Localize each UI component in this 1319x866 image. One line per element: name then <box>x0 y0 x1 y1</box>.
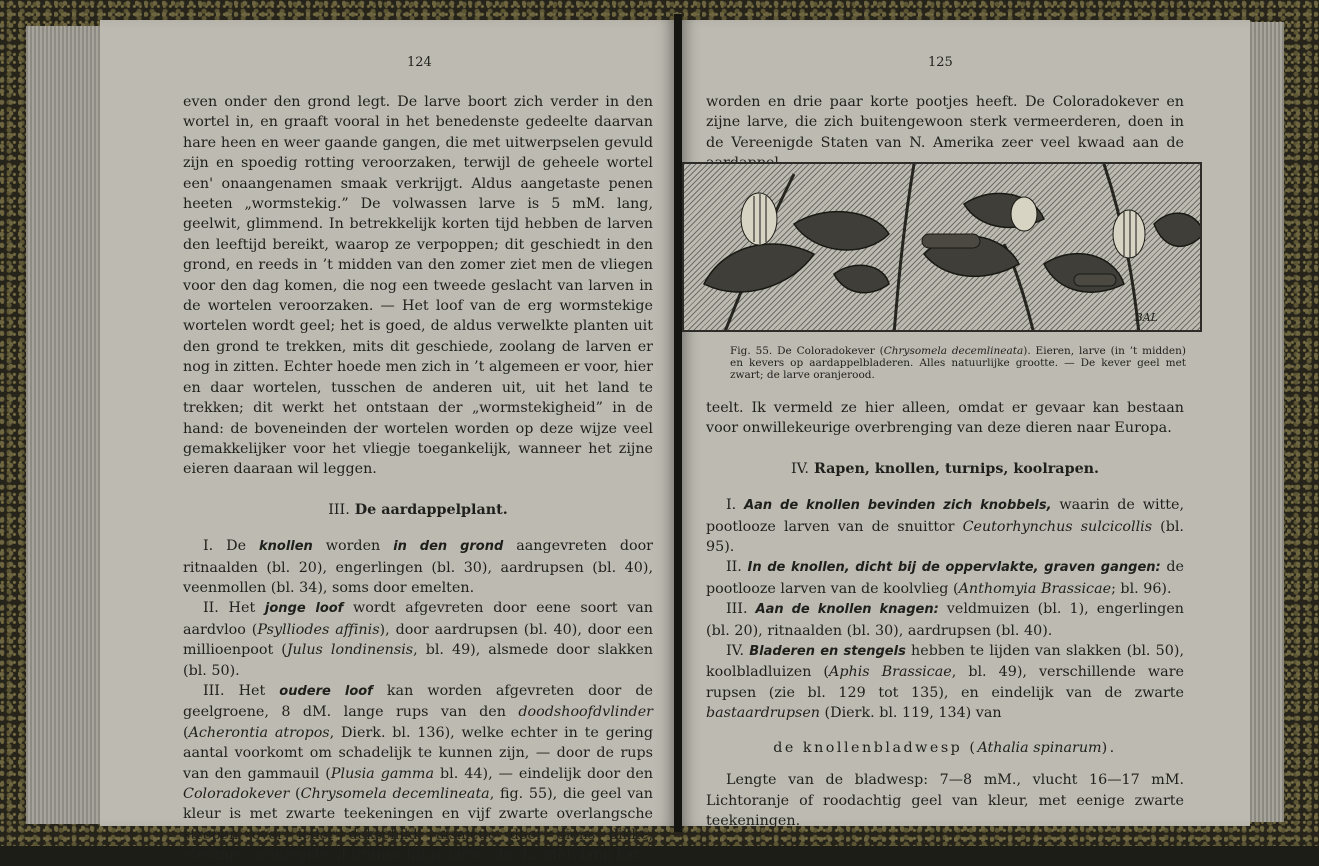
left-page-edges <box>26 26 102 824</box>
item-number: I. <box>203 538 214 555</box>
item-text: Het <box>228 600 265 617</box>
item-text: hebben te lijden van slakken (bl. 50), koolbladluizen ( <box>706 643 1184 681</box>
common-name: Coloradokever <box>183 786 290 802</box>
species-name: Anthomyia Brassicae <box>958 580 1112 597</box>
species-name: Julus londinensis <box>286 642 414 659</box>
section-number: III. <box>328 501 350 518</box>
item-number: II. <box>203 600 219 617</box>
item-text: aangevreten door ritnaalden (bl. 20), engerlingen (bl. 30), aardrupsen (bl. 40), veenmollen (bl. 34), soms door emelten. <box>183 538 654 596</box>
left-page <box>100 20 676 864</box>
item-keyword: jonge loof <box>264 601 344 617</box>
item-text: , bl. 49), alsmede door slakken (bl. 50). <box>183 642 654 679</box>
item-keyword: oudere loof <box>279 683 373 699</box>
list-item <box>706 599 1184 641</box>
species-name: Acherontia atropos <box>188 724 330 741</box>
item-keyword: Bladeren en stengels <box>749 644 906 660</box>
item-keyword: In de knollen, dicht bij de oppervlakte, graven gangen: <box>747 560 1161 576</box>
right-page-edges <box>1248 22 1284 822</box>
item-number: I. <box>726 497 737 514</box>
caption-text: Fig. 55. De Coloradokever ( <box>730 345 884 357</box>
item-text: Het <box>238 682 280 699</box>
paragraph-bladwesp: Lengte van de bladwesp: 7—8 mM., vlucht 16—17 mM. Lichtoranje of roodachtig geel van kleur, met eenige zwarte teekeningen. <box>706 772 1184 829</box>
item-text: wordt afgevreten door eene soort van aardvloo ( <box>183 600 654 638</box>
item-number: II. <box>726 559 742 576</box>
species-name: Chrysomela decemlineata <box>300 786 490 802</box>
item-text: De <box>226 538 259 555</box>
figure-caption <box>730 345 1186 381</box>
item-keyword: Aan de knollen knagen: <box>755 602 939 618</box>
caption-text: ). Eieren, larve (in ’t midden) en kevers op aardappelbladeren. Alles natuurlijke grootte. — De kever geel met zwart; de larve oranjerood. <box>730 345 1186 381</box>
item-number: III. <box>203 682 225 699</box>
center-text: de knollenbladwesp ( <box>773 739 978 756</box>
list-item <box>706 641 1184 724</box>
species-name: Chrysomela decemlineata <box>883 345 1024 357</box>
item-text: veldmuizen (bl. 1), engerlingen (bl. 20), ritnaalden (bl. 30), aardrupsen (bl. 40). <box>706 601 1184 639</box>
item-text: ( <box>289 786 301 802</box>
species-name: Plusia gamma <box>330 765 435 782</box>
item-text: , bl. 49), verschillende ware rupsen (zie bl. 129 tot 135), en eindelijk van de zwarte <box>706 664 1184 701</box>
paragraph-colorado-intro: worden en drie paar korte pootjes heeft. De Coloradokever en zijne larve, die zich buitengewoon sterk vermeerderen, doen in de Vereenigde Staten van N. Amerika zeer veel kwaad aan de <box>706 94 1184 151</box>
item-number: III. <box>726 601 748 618</box>
book-gutter <box>674 14 682 832</box>
list-item <box>183 681 653 866</box>
item-text: (bl. 95). <box>706 518 1184 556</box>
page-number-left: 124 <box>407 55 432 70</box>
species-name: Psylliodes affinis <box>257 621 380 638</box>
item-text: ( <box>183 724 189 741</box>
common-name: doodshoofdvlinder <box>518 704 653 721</box>
item-text: de pootlooze larven van de koolvlieg ( <box>706 559 1184 597</box>
item-text: bl. 44), — eindelijk door den <box>434 765 654 782</box>
species-name: Ceutorhynchus sulcicollis <box>962 518 1153 535</box>
engraving-illustration <box>684 164 1202 332</box>
right-page <box>680 20 1250 829</box>
list-item <box>183 536 653 598</box>
engraver-signature: BAL <box>1134 311 1158 324</box>
item-text: ; bl. 96). <box>1111 580 1172 597</box>
left-column <box>183 92 653 866</box>
item-text: waarin de witte, pootlooze larven van de snuittor <box>706 497 1185 535</box>
item-text: kan worden afgevreten door de geelgroene, 8 dM. lange rups van den <box>183 682 654 721</box>
section-title: De aardappelplant. <box>354 501 508 518</box>
species-name: Athalia spinarum <box>977 739 1102 756</box>
item-keyword: in den grond <box>393 539 504 555</box>
figure-colorado-beetle-engraving <box>682 162 1202 332</box>
item-text: (Dierk. bl. 119, 134) van <box>820 705 1002 722</box>
center-text: ). <box>1101 739 1117 756</box>
section-heading-iii <box>183 500 653 520</box>
right-column-bottom <box>706 398 1184 831</box>
centered-species-line <box>706 738 1184 758</box>
section-title: Rapen, knollen, turnips, koolrapen. <box>813 460 1100 477</box>
item-text: , Dierk. bl. 136), welke echter in te gering aantal voorkomt om schadelijk te kunnen zijn, — door de rups van den gammauil ( <box>183 724 653 782</box>
item-keyword: knollen <box>259 539 313 555</box>
list-item <box>706 495 1184 557</box>
item-text: , fig. 55), die geel van kleur is met zwarte teekeningen en vijf zwarte overlangsche strepen over ieder dekschild; alsmede door diens dikke, vleezige, oranjegele of bruinachtige larve, die 12 mM. lang kan <box>183 786 653 864</box>
item-text: worden <box>312 538 394 555</box>
section-number: IV. <box>790 460 809 477</box>
paragraph-teelt: teelt. Ik vermeld ze hier alleen, omdat er gevaar kan bestaan voor onwillekeurige overbrenging van deze dieren naar Europa. <box>706 400 1184 437</box>
list-item <box>183 598 653 681</box>
species-name: Aphis Brassicae <box>829 664 952 681</box>
section-heading-iv <box>706 459 1184 479</box>
common-name: bastaardrupsen <box>706 705 820 722</box>
page-number-right: 125 <box>928 55 953 70</box>
list-item <box>706 557 1184 599</box>
paragraph-wormstekig: even onder den grond legt. De larve boort zich verder in den wortel in, en graaft vooral in het benedenste gedeelte daarvan hare heen en weer gaande gangen, die met uitwerpselen gevuld zijn en spoedig rotting veroorzaken, terwijl de geheele wortel een' onaangenamen smaak verkrijgt. Aldus aangetaste penen heeten „wormstekig.” De volwassen larve is 5 mM. lang, geelwit, glimmend. In betrekkelijk korten tijd hebben de larven den leeftijd bereikt, waarop ze verpoppen; dit geschiedt in den grond, en reeds in ’t midden van den zomer ziet men de vliegen voor den dag komen, die nog een tweede geslacht van larven in de wortelen veroorzaken. — Het loof van de erg wormstekige wortelen wordt geel; het is goed, de aldus verwelkte planten uit den grond te trekken, mits dit geschiede, zoolang de larven er nog in zitten. Echter hoede men zich in ’t algemeen er voor, hier en daar wortelen, tusschen de anderen uit, uit het land te trekken; dit werkt het ontstaan der „wormstekigheid” in de hand: de boveneinden der wortelen worden op deze wijze veel gemakkelijker voor het vliegje toegankelijk, wanneer het zijne eieren daaraan wil leggen. <box>183 94 653 478</box>
item-keyword: Aan de knollen bevinden zich knobbels, <box>744 498 1052 514</box>
item-text: ), door aardrupsen (bl. 40), door een millioenpoot ( <box>183 621 653 659</box>
item-number: IV. <box>726 643 745 660</box>
